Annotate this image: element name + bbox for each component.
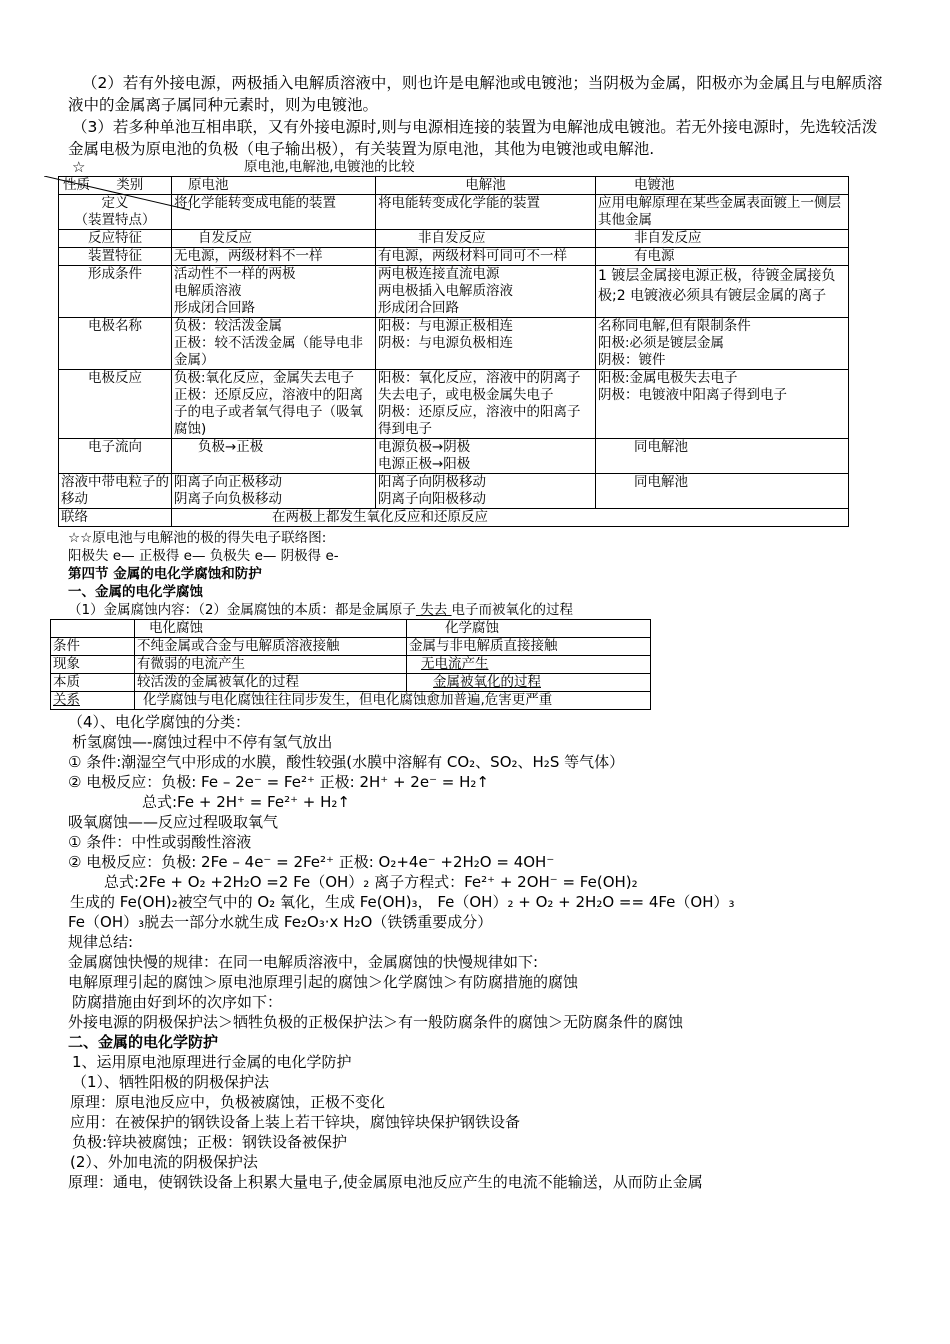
sacrificial-anode-application: 应用：在被保护的钢铁设备上装上若干锌块，腐蚀锌块保护钢铁设备 (70, 1113, 521, 1131)
table-cell: 自发反应 (172, 230, 376, 248)
table-cell: 负极：较活泼金属 正极：较不活泼金属（能导电非金属） (172, 318, 376, 370)
oxygen-corrosion-condition: ① 条件：中性或弱酸性溶液 (68, 833, 252, 851)
impressed-current-principle: 原理：通电，使钢铁设备上积累大量电子,使金属原电池反应产生的电流不能输送，从而防止金属 (68, 1173, 703, 1191)
table-cell: 应用电解原理在某些金属表面镀上一侧层其他金属 (596, 195, 849, 230)
protection-heading: 二、金属的电化学防护 (68, 1033, 219, 1051)
electron-diagram-title: ☆☆原电池与电解池的极的得失电子联络图: (68, 530, 327, 546)
table-cell: 有电源 (596, 248, 849, 266)
summary-line: 金属腐蚀快慢的规律：在同一电解质溶液中，金属腐蚀的快慢规律如下: (68, 953, 539, 971)
hydrogen-corrosion-total: 总式:Fe + 2H⁺ = Fe²⁺ + H₂↑ (142, 793, 350, 811)
oxygen-corrosion-total: 总式:2Fe + O₂ +2H₂O =2 Fe（OH）₂ 离子方程式：Fe²⁺ + 2OH⁻ = Fe(OH)₂ (104, 873, 638, 891)
impressed-current-title: (2）、外加电流的阴极保护法 (70, 1153, 258, 1171)
corner-cell (59, 177, 172, 195)
row-label: 装置特征 (59, 248, 172, 266)
table-cell: 同电解池 (596, 474, 849, 509)
oxygen-corrosion-followup-2: Fe（OH）₃脱去一部分水就生成 Fe₂O₃·x H₂O（铁锈重要成分） (68, 913, 493, 931)
protection-subheading: 1、运用原电池原理进行金属的电化学防护 (72, 1053, 352, 1071)
table-cell: 阳极:金属电极失去电子 阴极：电镀液中阳离子得到电子 (596, 370, 849, 439)
row-label: 关系 (51, 692, 135, 710)
hydrogen-corrosion-condition: ① 条件:潮湿空气中形成的水膜，酸性较强(水膜中溶解有 CO₂、SO₂、H₂S 等气体） (68, 753, 625, 771)
intro-paragraph-2: （2）若有外接电源，两极插入电解质溶液中，则也许是电解池或电镀池；当阴极为金属，阳极亦为金属且与电解质溶液中的金属离子属同种元素时，则为电镀池。 (68, 74, 883, 114)
compare-caption-row (68, 158, 884, 176)
table-row (59, 230, 849, 248)
column-header-electroplating: 电镀池 (596, 177, 849, 195)
sacrificial-anode-electrodes: 负极:锌块被腐蚀；正极：钢铁设备被保护 (72, 1133, 348, 1151)
table-cell: 负极:氧化反应，金属失去电子 正极：还原反应，溶液中的阳离子的电子或者氧气得电子（吸氧腐蚀) (172, 370, 376, 439)
header-cell (51, 620, 135, 638)
table-row (59, 248, 849, 266)
electron-diagram-line: 阳极失 e— 正极得 e— 负极失 e— 阴极得 e- (68, 548, 339, 564)
header-cell: 化学腐蚀 (407, 620, 651, 638)
row-label: 电极名称 (59, 318, 172, 370)
table-cell: 阳离子向阴极移动 阴离子向阳极移动 (376, 474, 596, 509)
table-cell: 同电解池 (596, 439, 849, 474)
table-cell: 活动性不一样的两极 电解质溶液 形成闭合回路 (172, 266, 376, 318)
subsection-heading: 一、金属的电化学腐蚀 (68, 584, 203, 600)
table-row (51, 692, 651, 710)
link-cell: 在两极上都发生氧化反应和还原反应 (172, 509, 849, 527)
table-cell: 将电能转变成化学能的装置 (376, 195, 596, 230)
intro-paragraph-3: （3）若多种单池互相串联，又有外接电源时,则与电源相连接的装置为电解池成电镀池。若无外接电源时，先选较活泼金属电极为原电池的负极（电子输出极），有关装置为原电池，其他为电镀池或电解池. (68, 118, 878, 158)
column-header-galvanic: 原电池 (172, 177, 376, 195)
table-cell: 有微弱的电流产生 (135, 656, 407, 674)
star-icon: ☆ (72, 158, 86, 176)
table-row (51, 638, 651, 656)
oxygen-corrosion-title: 吸氧腐蚀——反应过程吸取氧气 (68, 813, 279, 831)
row-label: 电子流向 (59, 439, 172, 474)
table-cell: 有电源，两级材料可同可不一样 (376, 248, 596, 266)
row-label: 溶液中带电粒子的移动 (59, 474, 172, 509)
classification-title: （4）、电化学腐蚀的分类： (68, 713, 251, 731)
corner-label-property: 性质 (63, 177, 90, 193)
table-row (59, 439, 849, 474)
header-cell: 电化腐蚀 (135, 620, 407, 638)
row-label: 电极反应 (59, 370, 172, 439)
table-row (59, 509, 849, 527)
table-cell: 将化学能转变成电能的装置 (172, 195, 376, 230)
row-label: 形成条件 (59, 266, 172, 318)
table-cell: 无电流产生 (407, 656, 651, 674)
oxygen-corrosion-electrodes: ② 电极反应：负极: 2Fe – 4e⁻ = 2Fe²⁺ 正极: O₂+4e⁻ +2H₂O = 4OH⁻ (68, 853, 555, 871)
table-cell: 金属被氧化的过程 (407, 674, 651, 692)
row-label: 反应特征 (59, 230, 172, 248)
table-row (59, 474, 849, 509)
row-label: 现象 (51, 656, 135, 674)
corrosion-nature: （1）金属腐蚀内容：（2）金属腐蚀的本质：都是金属原子 失去 电子而被氧化的过程 (68, 602, 574, 618)
table-header-row (51, 620, 651, 638)
table-cell: 较活泼的金属被氧化的过程 (135, 674, 407, 692)
table-cell: 无电源，两级材料不一样 (172, 248, 376, 266)
sacrificial-anode-principle: 原理：原电池反应中，负极被腐蚀，正极不变化 (70, 1093, 386, 1111)
hydrogen-corrosion-title: 析氢腐蚀—-腐蚀过程中不停有氢气放出 (72, 733, 333, 751)
table-cell: 阳极：与电源正极相连 阴极：与电源负极相连 (376, 318, 596, 370)
table-cell: 名称同电解,但有限制条件 阳极:必须是镀层金属 阴极：镀件 (596, 318, 849, 370)
row-label: 联络 (59, 509, 172, 527)
table-row (59, 318, 849, 370)
row-label: 条件 (51, 638, 135, 656)
table-row (51, 674, 651, 692)
table-row (59, 370, 849, 439)
summary-line: 防腐措施由好到坏的次序如下： (72, 993, 283, 1011)
oxygen-corrosion-followup-1: 生成的 Fe(OH)₂被空气中的 O₂ 氧化，生成 Fe(OH)₃， Fe（OH）₂ + O₂ + 2H₂O == 4Fe（OH）₃ (70, 893, 735, 911)
compare-table-wrapper (61, 176, 884, 527)
table-cell: 电源负极→阴极 电源正极→阳极 (376, 439, 596, 474)
row-label: 定义 （装置特点） (59, 195, 172, 230)
hydrogen-corrosion-electrodes: ② 电极反应：负极: Fe – 2e⁻ = Fe²⁺ 正极: 2H⁺ + 2e⁻ = H₂↑ (68, 773, 489, 791)
table-cell: 非自发反应 (376, 230, 596, 248)
summary-line: 电解原理引起的腐蚀＞原电池原理引起的腐蚀＞化学腐蚀＞有防腐措施的腐蚀 (68, 973, 579, 991)
compare-table-caption: 原电池,电解池,电镀池的比较 (244, 159, 415, 175)
table-cell: 非自发反应 (596, 230, 849, 248)
table-row (51, 656, 651, 674)
column-header-electrolytic: 电解池 (376, 177, 596, 195)
table-cell: 金属与非电解质直接接触 (407, 638, 651, 656)
row-label: 本质 (51, 674, 135, 692)
table-row (59, 266, 849, 318)
summary-title: 规律总结: (68, 933, 134, 951)
table-cell: 不纯金属或合金与电解质溶液接触 (135, 638, 407, 656)
link-cell: 化学腐蚀与电化腐蚀往往同步发生，但电化腐蚀愈加普遍,危害更严重 (135, 692, 651, 710)
corrosion-table (50, 619, 651, 710)
comparison-table (58, 176, 849, 527)
table-cell: 阳离子向正极移动 阴离子向负极移动 (172, 474, 376, 509)
table-cell: 阳极：氧化反应，溶液中的阴离子失去电子，或电极金属失电子 阴极：还原反应，溶液中的阳离子得到电子 (376, 370, 596, 439)
table-cell: 1 镀层金属接电源正极，待镀金属接负极;2 电镀液必须具有镀层金属的离子 (596, 266, 849, 318)
sacrificial-anode-title: （1）、牺牲阳极的阴极保护法 (72, 1073, 270, 1091)
section-heading: 第四节 金属的电化学腐蚀和防护 (68, 566, 262, 582)
corner-label-category: 类别 (116, 177, 144, 193)
table-cell: 负极→正极 (172, 439, 376, 474)
summary-line: 外接电源的阴极保护法＞牺牲负极的正极保护法＞有一般防腐条件的腐蚀＞无防腐条件的腐蚀 (68, 1013, 684, 1031)
table-cell: 两电极连接直流电源 两电极插入电解质溶液 形成闭合回路 (376, 266, 596, 318)
document-page (53, 72, 884, 1192)
